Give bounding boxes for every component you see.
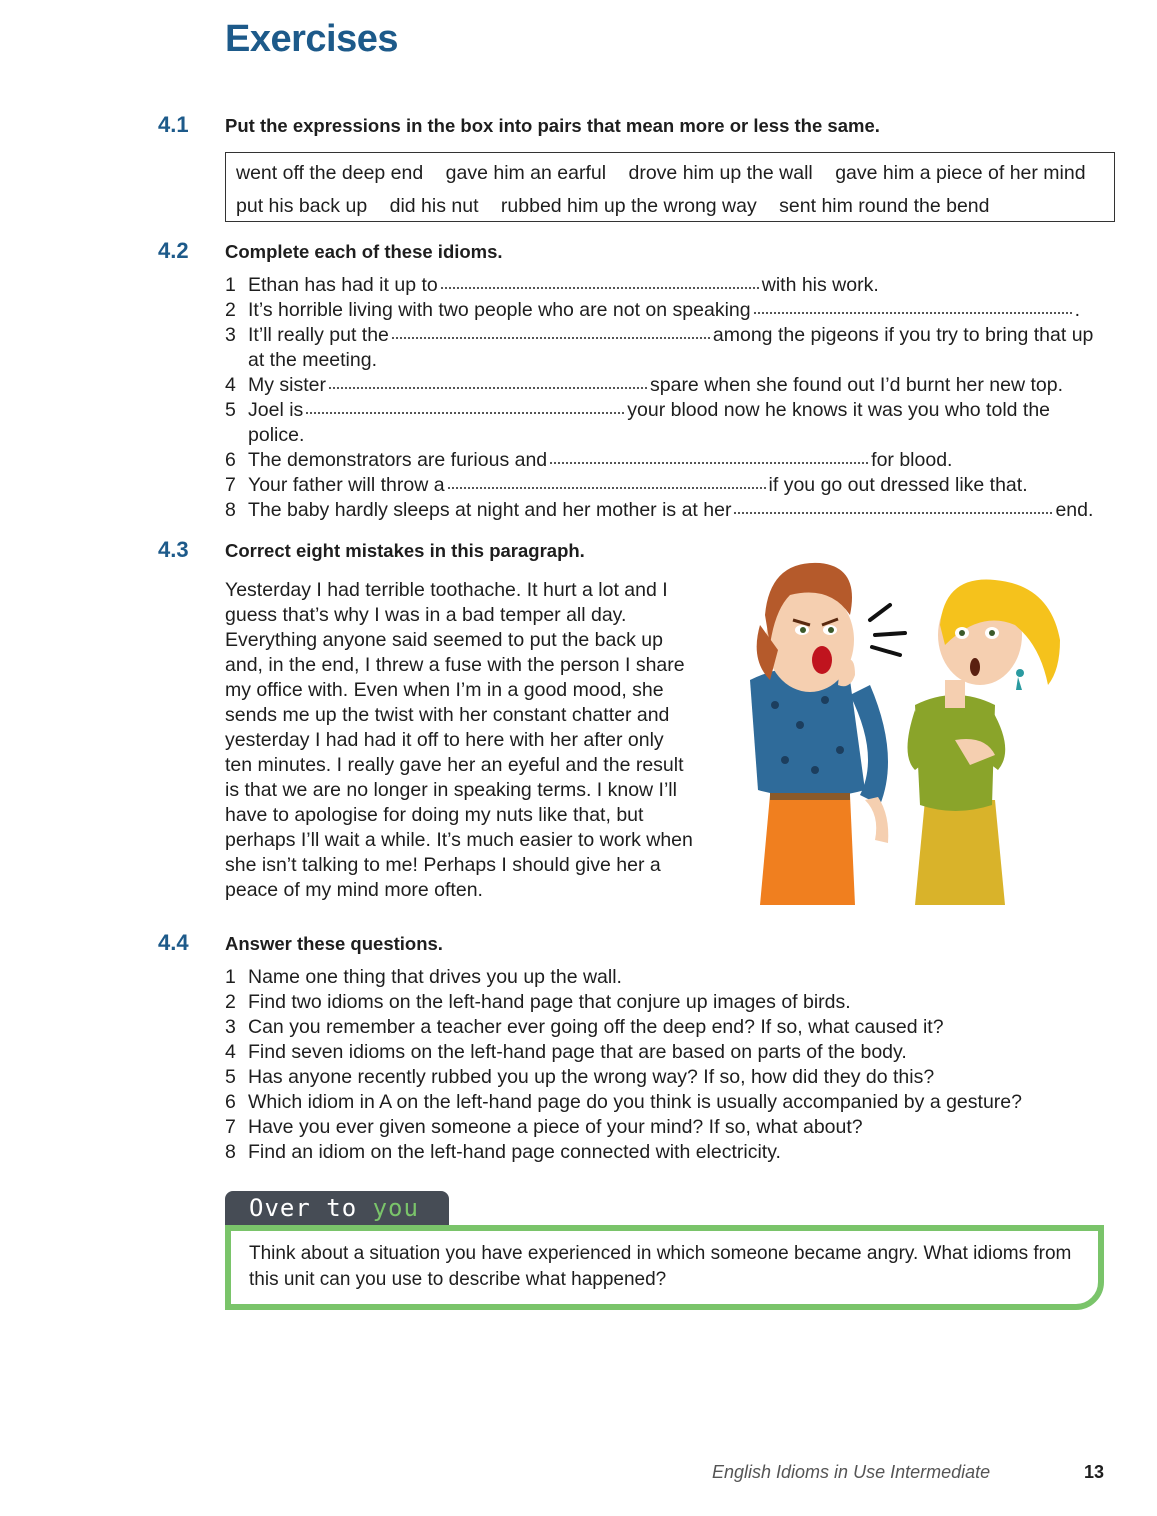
expression-row — [236, 157, 1104, 190]
expression-box — [225, 152, 1115, 222]
answer-blank[interactable] — [448, 484, 766, 489]
exercise-number: 4.3 — [158, 537, 189, 562]
angry-woman-figure — [750, 563, 888, 905]
list-item: 6 The demonstrators are furious and for blood. — [225, 449, 953, 471]
list-item: 6 Which idiom in A on the left-hand page do you think is usually accompanied by a gesture? — [225, 1091, 1022, 1113]
mistake-paragraph: Yesterday I had terrible toothache. It hurt a lot and I guess that’s why I was in a bad temper all day. Everything anyone said seemed to put the back up and, in the end, I threw a fuse with the person I share my office with. Even when I’m in a good mood, she sends me up the twist with her constant chatter and yesterday I had had it off to here with her after only ten minutes. I really gave her an eyeful and the result is that we are no longer in speaking terms. I know I’ll have to apologise for doing my nuts like that, but perhaps I’ll wait a while. It’s much easier to work when she isn’t talking to me! Perhaps I should give her a peace of my mind more often. — [225, 579, 693, 901]
exercise-number: 4.4 — [158, 930, 189, 955]
two-women-arguing-illustration — [730, 555, 1070, 905]
answer-blank[interactable] — [392, 334, 710, 339]
idiom-completion-list — [225, 273, 1105, 523]
list-item: 8 Find an idiom on the left-hand page connected with electricity. — [225, 1141, 781, 1163]
expression: put his back up — [236, 195, 368, 217]
question-list — [225, 965, 1105, 1165]
over-to-you-box — [225, 1225, 1104, 1310]
answer-blank[interactable] — [441, 284, 759, 289]
list-item: 7 Have you ever given someone a piece of your mind? If so, what about? — [225, 1116, 863, 1138]
list-item: 2 Find two idioms on the left-hand page that conjure up images of birds. — [225, 991, 851, 1013]
over-to-you-highlight: you — [372, 1194, 419, 1222]
list-item: 2 It’s horrible living with two people who are not on speaking . — [225, 299, 1081, 321]
answer-blank[interactable] — [306, 409, 624, 414]
expression: sent him round the bend — [779, 195, 990, 217]
list-item: 1 Ethan has had it up to with his work. — [225, 274, 879, 296]
over-to-you-label: Over to — [249, 1194, 358, 1222]
answer-blank[interactable] — [329, 384, 647, 389]
exercise-heading: Correct eight mistakes in this paragraph. — [225, 540, 585, 561]
over-to-you-text: Think about a situation you have experienced in which someone became angry. What idioms from this unit can you use to describe what happened? — [249, 1243, 1072, 1290]
shocked-woman-figure — [908, 580, 1061, 905]
answer-blank[interactable] — [550, 459, 868, 464]
page-number: 13 — [1084, 1462, 1105, 1482]
expression: gave him an earful — [445, 162, 607, 184]
expression: rubbed him up the wrong way — [500, 195, 757, 217]
list-item: 5 Has anyone recently rubbed you up the wrong way? If so, how did they do this? — [225, 1066, 935, 1088]
list-item: 3 Can you remember a teacher ever going off the deep end? If so, what caused it? — [225, 1016, 944, 1038]
list-item: 4 My sister spare when she found out I’d burnt her new top. — [225, 374, 1064, 396]
list-item: 8 The baby hardly sleeps at night and her mother is at her end. — [225, 499, 1094, 521]
list-item: 5 Joel is your blood now he knows it was you who told the police. — [225, 399, 1051, 446]
list-item: 7 Your father will throw a if you go out dressed like that. — [225, 474, 1028, 496]
over-to-you-tab — [225, 1191, 449, 1225]
expression: drove him up the wall — [628, 162, 813, 184]
exercise-heading: Answer these questions. — [225, 933, 443, 954]
expression: did his nut — [389, 195, 479, 217]
expression: went off the deep end — [236, 162, 424, 184]
expression: gave him a piece of her mind — [835, 162, 1086, 184]
list-item: 3 It’ll really put the among the pigeons if you try to bring that up at the meeting. — [225, 324, 1094, 371]
list-item: 4 Find seven idioms on the left-hand page that are based on parts of the body. — [225, 1041, 907, 1063]
answer-blank[interactable] — [734, 509, 1052, 514]
exercise-heading: Complete each of these idioms. — [225, 241, 503, 262]
exercise-number: 4.1 — [158, 112, 189, 137]
answer-blank[interactable] — [754, 309, 1072, 314]
page-title: Exercises — [225, 18, 398, 60]
list-item: 1 Name one thing that drives you up the wall. — [225, 966, 622, 988]
footer-book-title: English Idioms in Use Intermediate — [712, 1462, 991, 1482]
expression-row — [236, 190, 1104, 223]
exercise-number: 4.2 — [158, 238, 189, 263]
shout-lines — [870, 605, 905, 655]
exercise-heading: Put the expressions in the box into pairs that mean more or less the same. — [225, 115, 880, 136]
